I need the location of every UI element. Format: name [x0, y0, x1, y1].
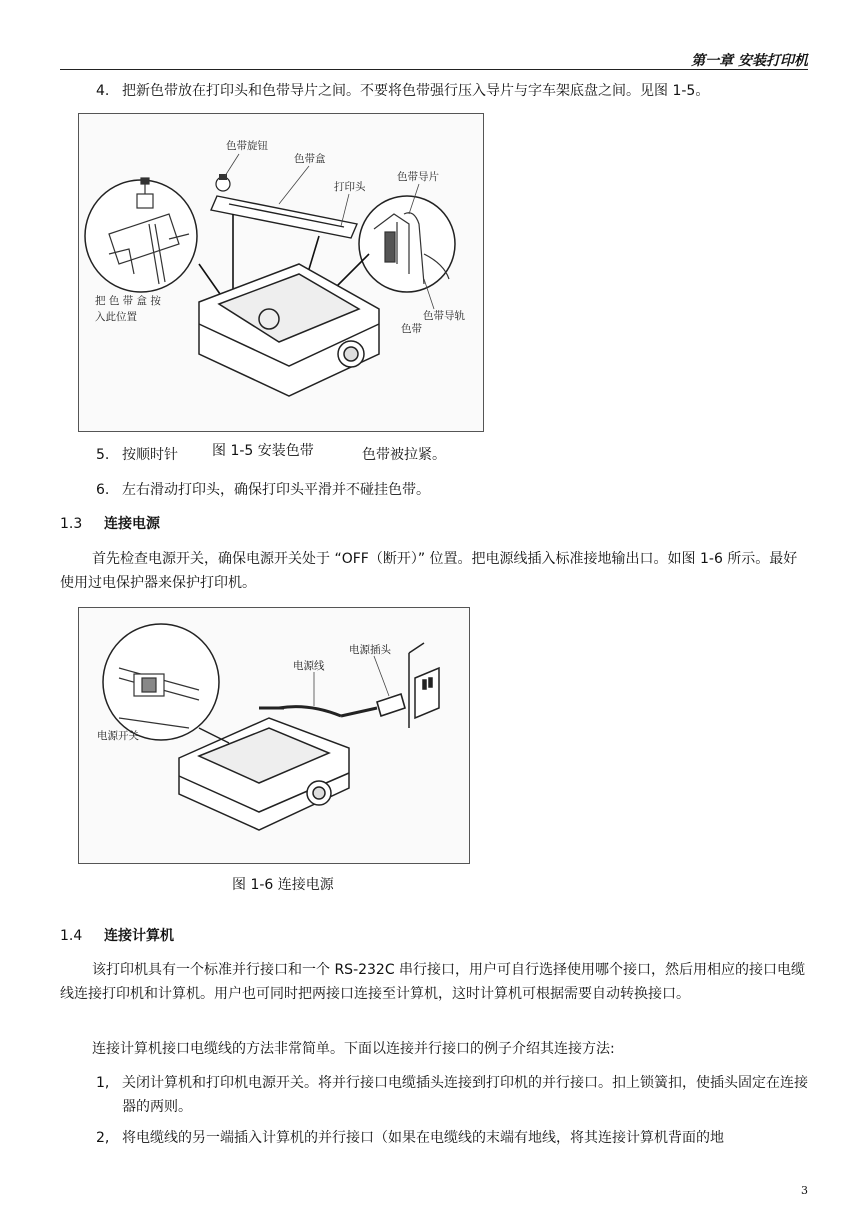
step-text-start: 按顺时针 [122, 447, 178, 463]
page-number: 3 [801, 1184, 808, 1197]
step-text: 左右滑动打印头，确保打印头平滑并不碰挂色带。 [122, 482, 430, 498]
step-text: 将电缆线的另一端插入计算机的并行接口（如果在电缆线的末端有地线，将其连接计算机背面的地 [122, 1130, 724, 1146]
figure-1-6-caption: 图 1-6 连接电源 [232, 877, 334, 893]
step-number: 6. [96, 482, 110, 498]
section-title: 连接电源 [104, 516, 160, 532]
label-print-head: 打印头 [334, 181, 366, 193]
section-1-4-body-1: 该打印机具有一个标准并行接口和一个 RS-232C 串行接口，用户可自行选择使用哪个接口，然后用相应的接口电缆线连接打印机和计算机。用户也可同时把两接口连接至计算机，这时计算机可根据需要自动转换接口。 [60, 962, 806, 1002]
section-title: 连接计算机 [104, 928, 174, 944]
label-power-cord: 电源线 [293, 660, 325, 672]
step-number: 4. [96, 83, 110, 99]
figure-1-6-illustration [79, 608, 469, 863]
label-press-here-1: 把 色 带 盒 按 [95, 295, 161, 307]
section-1-4-step-2 [96, 1126, 808, 1150]
figure-1-5-illustration [79, 114, 483, 431]
step-5 [96, 444, 808, 464]
figure-1-6 [78, 607, 470, 864]
section-number: 1.4 [60, 928, 83, 944]
step-4 [96, 80, 808, 100]
step-5-text-end: 色带被拉紧。 [362, 447, 446, 463]
figure-1-5-caption: 图 1-5 安装色带 [208, 440, 318, 460]
label-power-plug: 电源插头 [349, 644, 391, 656]
label-ribbon-rail: 色带导轨 [423, 310, 465, 322]
chapter-header: 第一章 安装打印机 [691, 53, 808, 69]
figure-1-5 [78, 113, 484, 432]
label-ribbon-cartridge: 色带盒 [294, 153, 326, 165]
label-power-switch: 电源开关 [97, 730, 139, 742]
label-ribbon-guide: 色带导片 [397, 171, 439, 183]
step-number: 5. [96, 447, 110, 463]
label-ribbon: 色带 [401, 323, 422, 335]
section-1-4-heading [60, 925, 174, 945]
label-ribbon-knob: 色带旋钮 [226, 140, 268, 152]
label-press-here-2: 入此位置 [95, 311, 137, 323]
section-1-4-body-2: 连接计算机接口电缆线的方法非常简单。下面以连接并行接口的例子介绍其连接方法: [92, 1041, 615, 1057]
header-rule [60, 69, 808, 70]
step-text: 关闭计算机和打印机电源开关。将并行接口电缆插头连接到打印机的并行接口。扣上锁簧扣，使插头固定在连接器的两则。 [122, 1075, 808, 1115]
step-number: 1, [96, 1075, 110, 1091]
step-6 [96, 479, 808, 499]
section-1-3-body: 首先检查电源开关，确保电源开关处于 “OFF（断开）” 位置。把电源线插入标准接地输出口。如图 1-6 所示。最好使用过电保护器来保护打印机。 [60, 551, 798, 591]
section-1-4-step-1 [96, 1071, 808, 1119]
step-text: 把新色带放在打印头和色带导片之间。不要将色带强行压入导片与字车架底盘之间。见图 1-5。 [122, 83, 710, 99]
section-1-3-heading [60, 513, 160, 533]
step-number: 2, [96, 1130, 110, 1146]
section-number: 1.3 [60, 516, 83, 532]
